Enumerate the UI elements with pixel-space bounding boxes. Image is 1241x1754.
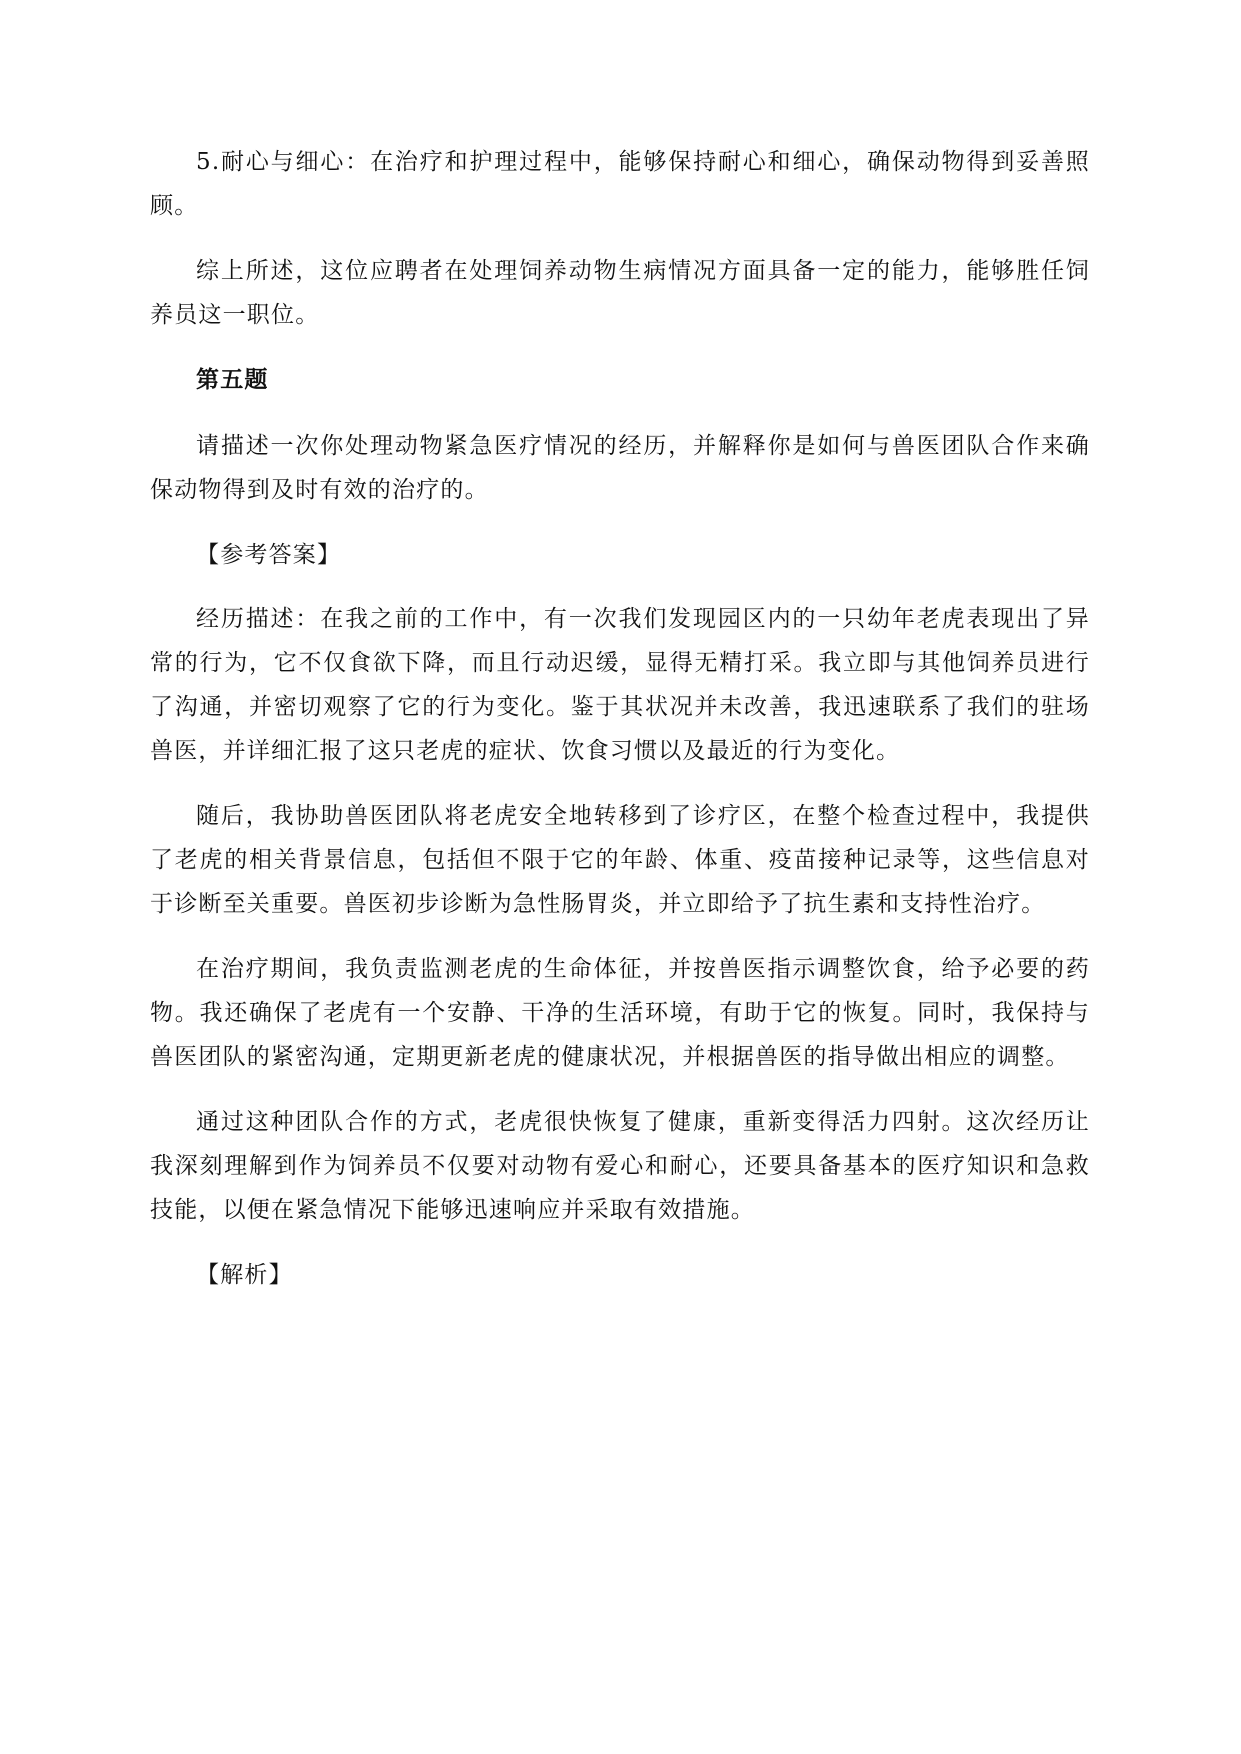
- answer-paragraph-experience: 经历描述：在我之前的工作中，有一次我们发现园区内的一只幼年老虎表现出了异常的行为，它不仅食欲下降，而且行动迟缓，显得无精打采。我立即与其他饲养员进行了沟通，并密切观察了它的行为变化。鉴于其状况并未改善，我迅速联系了我们的驻场兽医，并详细汇报了这只老虎的症状、饮食习惯以及最近的行为变化。: [150, 606, 1090, 764]
- reference-answer-label: 【参考答案】: [196, 542, 342, 568]
- paragraph-summary: 综上所述，这位应聘者在处理饲养动物生病情况方面具备一定的能力，能够胜任饲养员这一职位。: [150, 258, 1090, 328]
- analysis-label: 【解析】: [196, 1262, 293, 1288]
- question-text: 请描述一次你处理动物紧急医疗情况的经历，并解释你是如何与兽医团队合作来确保动物得到及时有效的治疗的。: [150, 433, 1090, 503]
- answer-paragraph-treatment: 在治疗期间，我负责监测老虎的生命体征，并按兽医指示调整饮食，给予必要的药物。我还确保了老虎有一个安静、干净的生活环境，有助于它的恢复。同时，我保持与兽医团队的紧密沟通，定期更新老虎的健康状况，并根据兽医的指导做出相应的调整。: [150, 956, 1090, 1070]
- answer-paragraph-conclusion: 通过这种团队合作的方式，老虎很快恢复了健康，重新变得活力四射。这次经历让我深刻理解到作为饲养员不仅要对动物有爱心和耐心，还要具备基本的医疗知识和急救技能，以便在紧急情况下能够迅速响应并采取有效措施。: [150, 1109, 1090, 1223]
- document-body: [150, 140, 1090, 1318]
- answer-paragraph-transfer: 随后，我协助兽医团队将老虎安全地转移到了诊疗区，在整个检查过程中，我提供了老虎的相关背景信息，包括但不限于它的年龄、体重、疫苗接种记录等，这些信息对于诊断至关重要。兽医初步诊断为急性肠胃炎，并立即给予了抗生素和支持性治疗。: [150, 803, 1090, 917]
- question-heading: 第五题: [196, 366, 269, 393]
- paragraph-patience: 5.耐心与细心：在治疗和护理过程中，能够保持耐心和细心，确保动物得到妥善照顾。: [150, 149, 1090, 219]
